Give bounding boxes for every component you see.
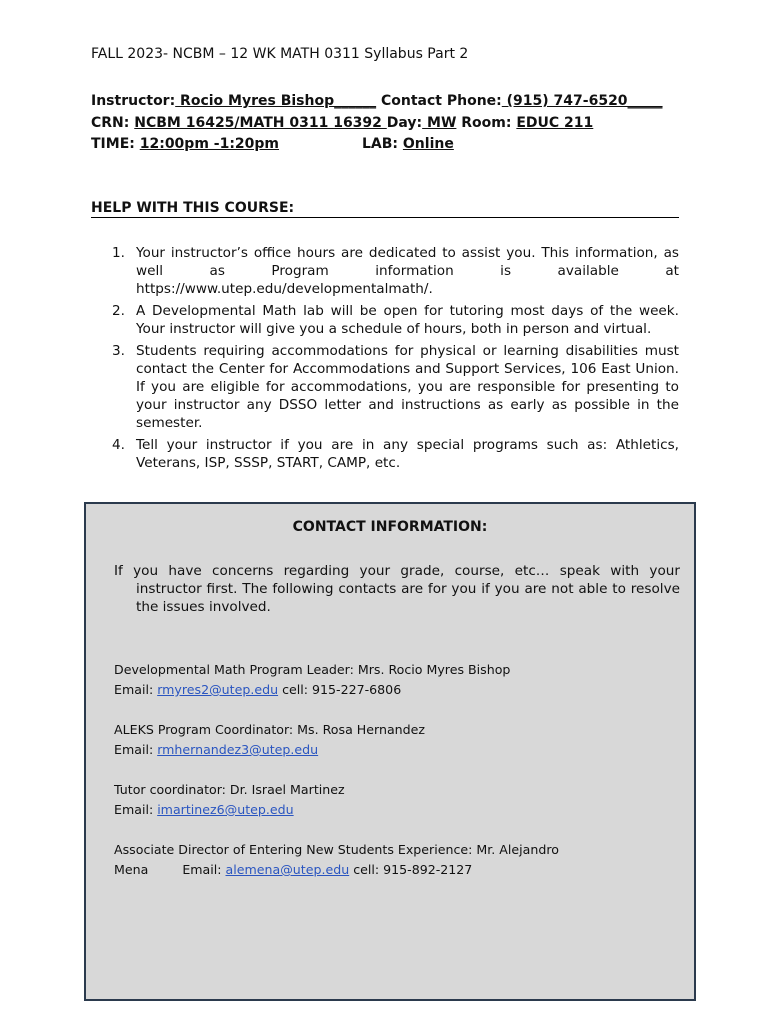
- page-title: FALL 2023- NCBM – 12 WK MATH 0311 Syllabus Part 2: [91, 46, 469, 62]
- instructor-label: Instructor:: [91, 93, 176, 109]
- phone-value: (915) 747-6520_____: [501, 93, 663, 109]
- contact-leader: [114, 660, 674, 700]
- concern-text: If you have concerns regarding your grade, course, etc… speak with your instructor first. The following contacts are for you if you are not able to resolve the issues involved.: [114, 563, 680, 615]
- list-text-line: well as Program information is available at: [136, 263, 679, 279]
- time-line: [91, 136, 279, 152]
- list-item: [91, 436, 679, 472]
- help-heading: HELP WITH THIS COURSE:: [91, 200, 679, 218]
- contact-list: [114, 660, 674, 900]
- contact-title: CONTACT INFORMATION:: [292, 519, 488, 535]
- email-link[interactable]: rmhernandez3@utep.edu: [157, 742, 319, 757]
- instructor-line: [91, 93, 663, 109]
- cell-number: cell: 915-227-6806: [278, 682, 402, 697]
- room-label: Room:: [456, 115, 517, 131]
- crn-line: [91, 115, 593, 131]
- lab-line: [362, 136, 454, 152]
- contact-email-line: [114, 680, 674, 700]
- contact-email-line: [114, 740, 674, 760]
- list-text-line: https://www.utep.edu/developmentalmath/.: [136, 281, 433, 297]
- email-link[interactable]: rmyres2@utep.edu: [157, 682, 279, 697]
- lab-label: LAB:: [362, 136, 403, 152]
- phone-label: Contact Phone:: [376, 93, 502, 109]
- email-label: Email:: [114, 742, 158, 757]
- list-number: 4.: [112, 437, 125, 453]
- list-text: Students requiring accommodations for physical or learning disabilities must contact the Center for Accommodations and Support Services, 106 East Union. If you are eligible for accommodations, you are responsible for presenting to your instructor any DSSO letter and instructions as early as possible in the semester.: [136, 343, 679, 431]
- list-number: 1.: [112, 245, 125, 261]
- cell-number: cell: 915-892-2127: [349, 862, 473, 877]
- list-item: [91, 244, 679, 298]
- contact-info-box: [84, 502, 696, 1001]
- list-item: [91, 342, 679, 432]
- help-list: [91, 244, 679, 476]
- contact-tutor: [114, 780, 674, 820]
- contact-email-line: [114, 860, 674, 880]
- contact-director: [114, 840, 674, 880]
- crn-value: NCBM 16425/MATH 0311 16392: [134, 115, 387, 131]
- contact-role: ALEKS Program Coordinator: Ms. Rosa Hernandez: [114, 722, 425, 737]
- list-text-line: Your instructor’s office hours are dedicated to assist you. This information, as: [136, 245, 679, 261]
- room-value: EDUC 211: [516, 115, 594, 131]
- instructor-value: Rocio Myres Bishop______: [175, 93, 377, 109]
- time-label: TIME:: [91, 136, 140, 152]
- contact-role: Associate Director of Entering New Students Experience: Mr. Alejandro: [114, 842, 559, 857]
- email-link[interactable]: imartinez6@utep.edu: [157, 802, 294, 817]
- contact-role: Developmental Math Program Leader: Mrs. Rocio Myres Bishop: [114, 662, 511, 677]
- contact-aleks: [114, 720, 674, 760]
- crn-label: CRN:: [91, 115, 135, 131]
- time-value: 12:00pm -1:20pm: [139, 136, 280, 152]
- day-label: Day:: [386, 115, 423, 131]
- day-value: MW: [422, 115, 457, 131]
- list-number: 3.: [112, 343, 125, 359]
- lab-value: Online: [402, 136, 454, 152]
- list-number: 2.: [112, 303, 125, 319]
- list-item: [91, 302, 679, 338]
- contact-email-line: [114, 800, 674, 820]
- contact-role: Tutor coordinator: Dr. Israel Martinez: [114, 782, 345, 797]
- email-label: Email:: [114, 682, 158, 697]
- email-link[interactable]: alemena@utep.edu: [225, 862, 350, 877]
- list-text: Tell your instructor if you are in any special programs such as: Athletics, Veterans, ISP, SSSP, START, CAMP, etc.: [136, 437, 679, 471]
- list-text: A Developmental Math lab will be open for tutoring most days of the week. Your instructor will give you a schedule of hours, both in person and virtual.: [136, 303, 679, 337]
- email-label: Email:: [182, 862, 226, 877]
- email-label: Email:: [114, 802, 158, 817]
- contact-name-cont: Mena: [114, 862, 149, 877]
